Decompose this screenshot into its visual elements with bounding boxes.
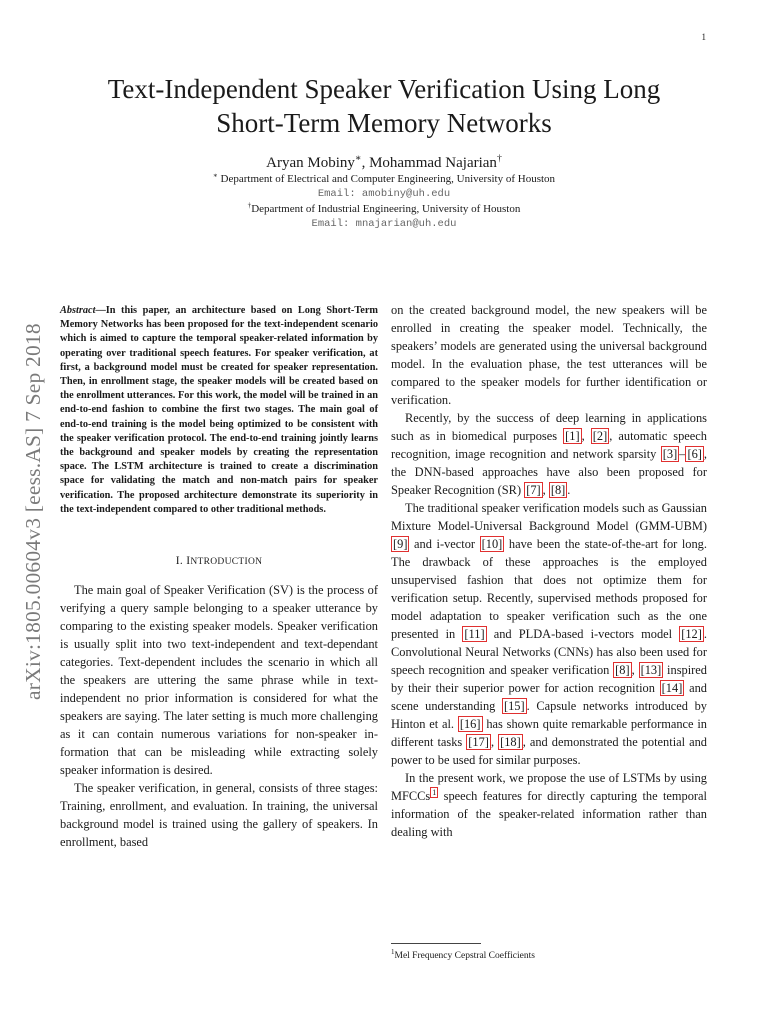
text-run: , automatic speech recognition, image recognition and network sparsity — [391, 429, 708, 461]
footnote-divider — [391, 943, 481, 944]
page-number: 1 — [701, 32, 706, 42]
footnote — [391, 947, 707, 961]
text-run: . — [567, 483, 571, 497]
footnote-mark: 1 — [391, 947, 395, 956]
affiliation — [60, 172, 708, 187]
citation-link[interactable]: [6] — [687, 447, 702, 461]
text-run: In the present work, we propose the use of LSTMs by using MFCCs — [391, 771, 707, 803]
affiliation-mark: ∗ — [212, 171, 218, 180]
citation-link[interactable]: [16] — [459, 717, 481, 731]
right-column — [391, 301, 707, 841]
paper-title — [60, 72, 708, 140]
text-run: , and demonstrated the potential and power to be used for similar purposes. — [391, 735, 708, 767]
citation-link[interactable]: [17] — [468, 735, 489, 749]
text-run: inspired by their their superior power for action recognition — [391, 663, 707, 695]
paper-header — [60, 72, 708, 232]
text-run: and PLDA-based i-vectors model — [486, 627, 680, 641]
section-heading-introduction — [60, 555, 378, 567]
text-run: have been the state-of-the-art for long. The drawback of these approaches is the employed unsupervised fashion that does not optimize them for verification setup. Recently, supervised methods proposed for model adaptation to speaker verification such as the one presented in — [391, 537, 707, 641]
section-numeral: I. — [175, 555, 187, 568]
affiliation-mark: † — [496, 153, 502, 164]
text-run: , the DNN-based approaches have also been proposed for Speaker Recognition (SR) — [391, 447, 707, 497]
text-run: Recently, by the success of deep learning in applications such as in biomedical purposes — [391, 411, 707, 443]
citation-link[interactable]: [13] — [640, 663, 662, 677]
text-run: , — [631, 663, 639, 677]
text-run: and scene understanding — [391, 681, 707, 713]
author-name: Aryan Mobiny — [266, 155, 355, 171]
citation-link[interactable]: [8] — [550, 483, 566, 497]
author-email: Email: mnajarian@uh.edu — [311, 218, 457, 230]
section-title-rest: NTRODUCTION — [190, 557, 263, 568]
title-line-2: Short-Term Memory Networks — [216, 108, 552, 138]
text-run: speech features for directly capturing the temporal information of the speaker-related information rather than dealing with — [391, 789, 707, 839]
citation-link[interactable]: [11] — [464, 627, 485, 641]
affiliation-mark: ∗ — [354, 153, 362, 164]
affiliation-text: Department of Industrial Engineering, University of Houston — [251, 203, 521, 215]
text-run: The traditional speaker verification models such as Gaussian Mixture Model-Universal Background Model (GMM-UBM) — [391, 501, 707, 533]
footnote-link[interactable]: 1 — [432, 787, 437, 797]
citation-link[interactable]: [10] — [481, 537, 503, 551]
citation-link[interactable]: [18] — [500, 735, 521, 749]
title-line-1: Text-Independent Speaker Verification Using Long — [107, 74, 661, 104]
author-list — [60, 154, 708, 172]
author-email: Email: amobiny@uh.edu — [317, 188, 451, 200]
body-paragraph: The speaker verification, in general, consists of three stages: Training, enrollment, and evaluation. In training, the universal background model is trained using the gallery of speakers. In enrollment, based — [60, 781, 378, 850]
citation-link[interactable]: [1] — [565, 429, 580, 443]
left-column — [60, 304, 378, 851]
author-name: Mohammad Najarian — [369, 155, 497, 171]
abstract-text: —In this paper, an architecture based on Long Short-Term Memory Networks has been proposed for the text-independent scenario which is aimed to capture the temporal speaker-related information by operating over traditional speech features. For speaker verification, at first, a background model must be created for speaker representation. Then, in enrollment stage, the speaker models will be created based on the enrollment utterances. For this work, the model will be trained in an end-to-end fashion to combine the first two stages. The main goal of end-to-end training is the model being optimized to be consistent with the speaker verification protocol. The end-to-end training jointly learns the background and speaker models by creating the representation space. The LSTM architecture is trained to create a discrimination space for validating the match and non-match pairs for speaker verification. The proposed architecture demonstrate its superiority in the text-independent compared to other traditional methods. — [60, 305, 378, 515]
body-paragraph: on the created background model, the new speakers will be enrolled in creating the speaker model. Technically, the speakers’ models are generated using the universal background model. In the evaluation phase, the test utterances will be compared to the speaker models for further identification or verification. — [391, 303, 707, 407]
body-paragraph — [391, 769, 707, 841]
abstract-label: Abstract — [60, 305, 96, 316]
body-paragraph — [391, 499, 707, 769]
text-run: has shown quite remarkable performance in different tasks — [391, 717, 707, 749]
citation-link[interactable]: [12] — [681, 627, 702, 641]
affiliation — [60, 202, 708, 217]
citation-link[interactable]: [7] — [526, 483, 541, 497]
citation-link[interactable]: [15] — [503, 699, 525, 713]
affiliation-mark: † — [247, 201, 252, 210]
body-paragraph: The main goal of Speaker Verification (SV) is the process of verifying a query sample belonging to a speaker utterance by comparing to the existing speaker models. Speaker verification is usually split into two text-independent and text-dependant categories. Text-dependent includes the scenario in which all the speakers are uttering the same phrase while in text-independent no prior information is considered for what the speakers are saying. The later setting is much more challenging as it can contain numerous variations for non-speaker information that can be misleading while extracting solely speaker information is desired. — [60, 583, 378, 778]
author-separator: , — [361, 155, 370, 171]
text-run: , — [581, 429, 591, 443]
arxiv-stamp: arXiv:1805.00604v3 [eess.AS] 7 Sep 2018 — [21, 323, 45, 700]
footnote-text: Mel Frequency Cepstral Coefficients — [394, 951, 535, 961]
citation-link[interactable]: [9] — [393, 537, 408, 551]
text-run: , — [490, 735, 499, 749]
citation-link[interactable]: [14] — [661, 681, 683, 695]
text-run: – — [679, 447, 686, 461]
text-run: , — [542, 483, 549, 497]
text-run: . Convolutional Neural Networks (CNNs) has also been used for speech recognition and speaker verification — [391, 627, 707, 677]
affiliation-text: Department of Electrical and Computer Engineering, University of Houston — [217, 173, 556, 185]
citation-link[interactable]: [2] — [592, 429, 608, 443]
citation-link[interactable]: [8] — [615, 663, 630, 677]
body-paragraph — [391, 409, 707, 499]
section-title-initial: I — [186, 555, 191, 568]
abstract — [60, 304, 378, 517]
text-run: and i-vector — [409, 537, 480, 551]
text-run: . Capsule networks introduced by Hinton et al. — [391, 699, 707, 731]
citation-link[interactable]: [3] — [662, 447, 678, 461]
